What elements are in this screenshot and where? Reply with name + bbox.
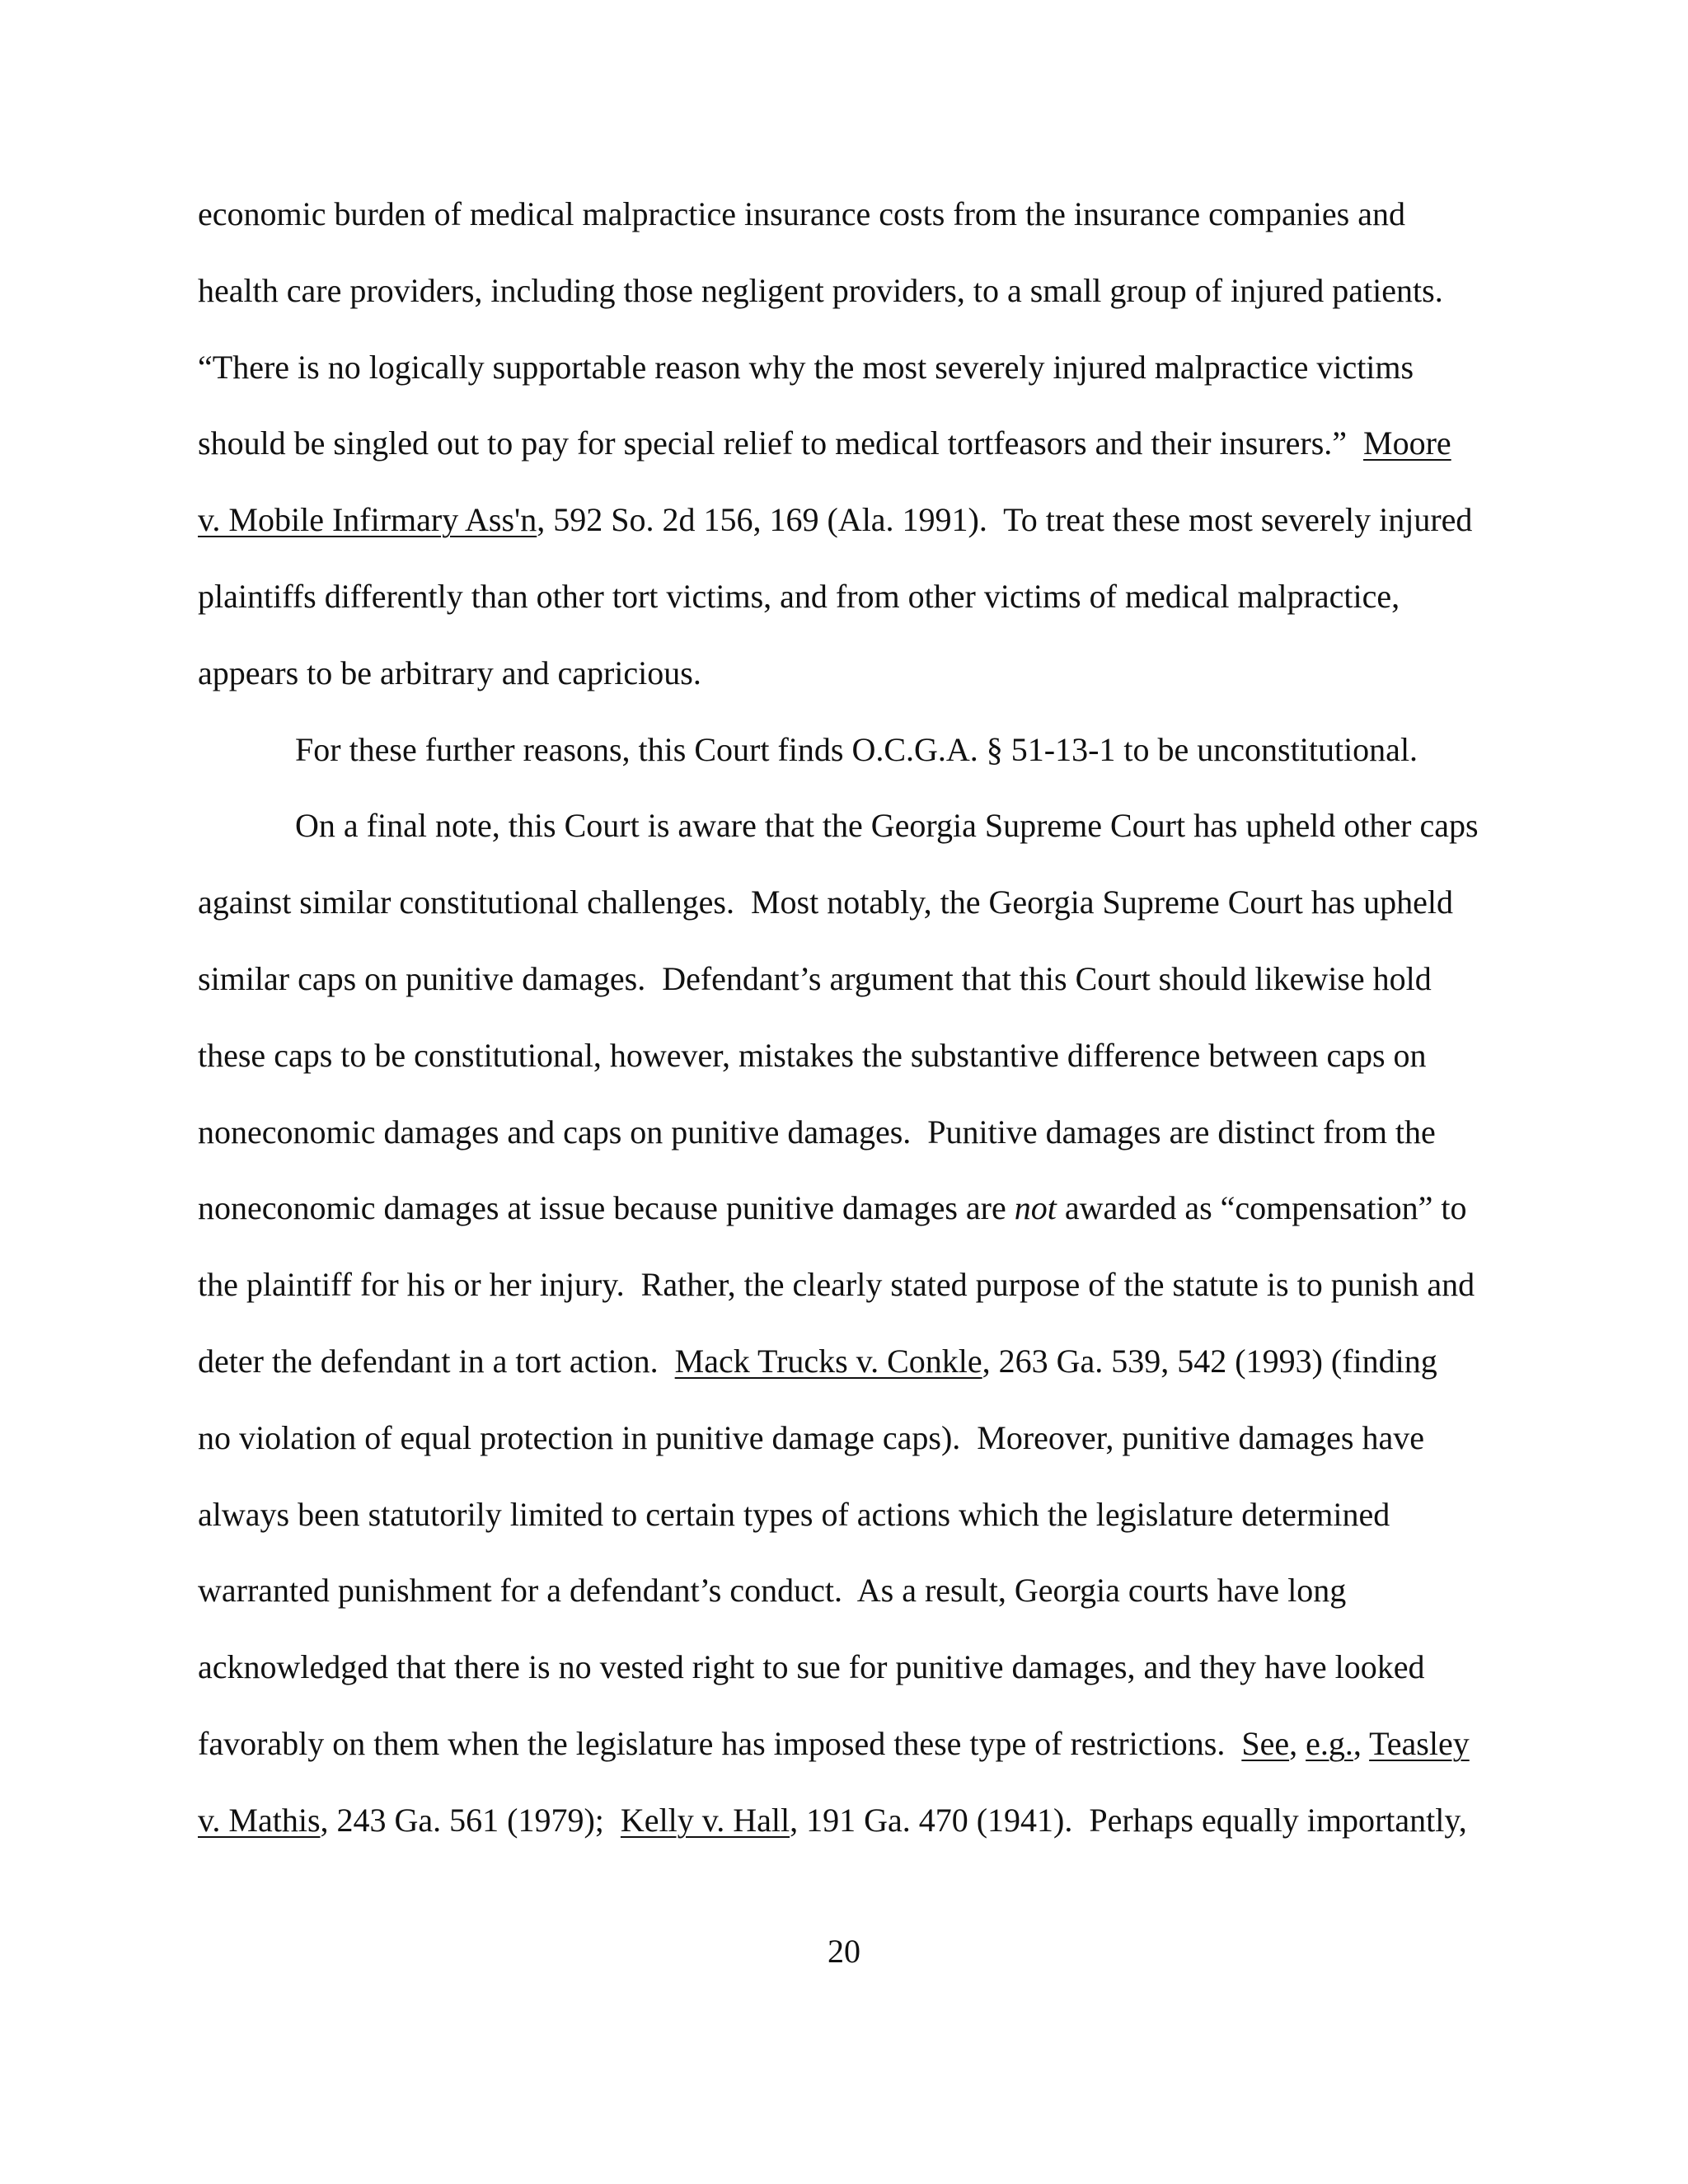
text-line (198, 959, 1517, 999)
text-segment: awarded as “compensation” to (1056, 1189, 1467, 1226)
text-line (198, 883, 1517, 922)
text-line (295, 806, 1614, 846)
text-line (198, 1495, 1517, 1535)
text-segment: For these further reasons, this Court finds O.C.G.A. § 51-13-1 to be unconstitutional. (295, 731, 1418, 768)
text-line (198, 654, 1517, 693)
text-segment: , 191 Ga. 470 (1941). Perhaps equally importantly, (790, 1802, 1467, 1839)
text-segment: , (1289, 1725, 1306, 1762)
text-segment: noneconomic damages and caps on punitive damages. Punitive damages are distinct from the (198, 1113, 1436, 1151)
text-segment: noneconomic damages at issue because punitive damages are (198, 1189, 1015, 1226)
text-segment: appears to be arbitrary and capricious. (198, 654, 701, 691)
text-segment: warranted punishment for a defendant’s conduct. As a result, Georgia courts have long (198, 1572, 1347, 1609)
text-segment: , (1353, 1725, 1370, 1762)
page-number: 20 (828, 1933, 860, 1970)
text-line (198, 1036, 1517, 1076)
citation-text: Mack Trucks v. Conkle (674, 1343, 982, 1380)
text-segment: On a final note, this Court is aware that the Georgia Supreme Court has upheld other caps (295, 807, 1479, 844)
text-segment: the plaintiff for his or her injury. Rather, the clearly stated purpose of the statute is to punish and (198, 1266, 1475, 1303)
text-line (198, 1342, 1517, 1381)
text-line (198, 1188, 1517, 1228)
text-line (198, 271, 1517, 311)
text-segment: , 243 Ga. 561 (1979); (320, 1802, 621, 1839)
text-segment: these caps to be constitutional, however, mistakes the substantive difference between caps on (198, 1037, 1427, 1074)
text-segment: no violation of equal protection in punitive damage caps). Moreover, punitive damages have (198, 1419, 1424, 1456)
text-line (198, 577, 1517, 616)
text-segment: , 263 Ga. 539, 542 (1993) (finding (982, 1343, 1437, 1380)
text-line (198, 424, 1517, 463)
text-segment: deter the defendant in a tort action. (198, 1343, 675, 1380)
text-segment: , 592 So. 2d 156, 169 (Ala. 1991). To treat these most severely injured (537, 501, 1473, 538)
text-line (198, 194, 1517, 234)
text-segment: economic burden of medical malpractice insurance costs from the insurance companies and (198, 195, 1405, 232)
text-line (198, 1418, 1517, 1458)
text-line (198, 1265, 1517, 1305)
text-line (198, 1571, 1517, 1610)
citation-text: v. Mathis (198, 1802, 321, 1839)
text-segment: health care providers, including those negligent providers, to a small group of injured patients. (198, 272, 1443, 309)
text-segment: favorably on them when the legislature has imposed these type of restrictions. (198, 1725, 1242, 1762)
citation-text: Kelly v. Hall (620, 1802, 790, 1839)
emphasis-text: not (1014, 1189, 1057, 1226)
text-segment: should be singled out to pay for special relief to medical tortfeasors and their insurers.” (198, 424, 1364, 462)
citation-text: See (1241, 1725, 1290, 1762)
text-segment: similar caps on punitive damages. Defendant’s argument that this Court should likewise hold (198, 960, 1432, 997)
text-segment: always been statutorily limited to certain types of actions which the legislature determined (198, 1496, 1390, 1533)
text-line (198, 1113, 1517, 1152)
citation-text: Teasley (1369, 1725, 1470, 1762)
text-line (198, 1801, 1517, 1840)
citation-text: v. Mobile Infirmary Ass'n (198, 501, 537, 538)
citation-text: e.g. (1306, 1725, 1353, 1762)
citation-text: Moore (1363, 424, 1451, 462)
text-line (198, 1647, 1517, 1687)
text-line (295, 730, 1614, 770)
text-segment: against similar constitutional challenges. Most notably, the Georgia Supreme Court has upheld (198, 883, 1454, 921)
text-segment: “There is no logically supportable reason why the most severely injured malpractice victims (198, 349, 1414, 386)
text-segment: plaintiffs differently than other tort victims, and from other victims of medical malpractice, (198, 578, 1400, 615)
text-line (198, 500, 1517, 540)
text-segment: acknowledged that there is no vested right to sue for punitive damages, and they have looked (198, 1648, 1425, 1685)
text-line (198, 348, 1517, 387)
text-line (198, 1724, 1517, 1764)
